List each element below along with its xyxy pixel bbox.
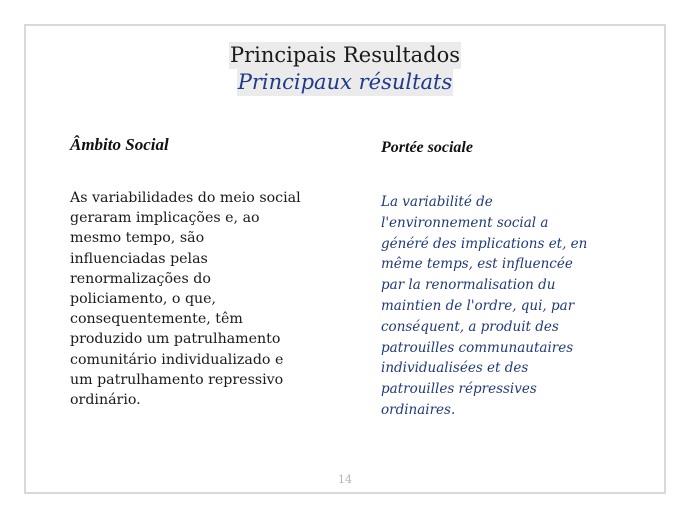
text-line: As variabilidades do meio social	[70, 190, 301, 206]
text-line: produzido um patrulhamento	[70, 331, 281, 348]
text-line: conséquent, a produit des	[381, 318, 559, 335]
text-line: La variabilité de	[381, 194, 493, 210]
text-line: policiamento, o que,	[70, 291, 217, 308]
left-column-heading: Âmbito Social	[70, 135, 169, 154]
text-line: patrouilles répressives	[381, 381, 537, 398]
text-line: individualisées et des	[381, 360, 529, 377]
text-line: ordinário.	[70, 392, 141, 409]
text-line: um patrulhamento repressivo	[70, 371, 284, 388]
text-line: consequentemente, têm	[70, 311, 243, 328]
slide-frame	[24, 24, 666, 494]
text-line: patrouilles communautaires	[381, 339, 574, 356]
text-line: geraram implicações e, ao	[70, 210, 260, 227]
text-line: renormalizações do	[70, 270, 211, 287]
right-column-text	[381, 192, 631, 421]
text-line: l'environnement social a	[381, 214, 549, 231]
text-line: par la renormalisation du	[381, 277, 556, 294]
page-number: 14	[338, 473, 352, 486]
text-line: influenciadas pelas	[70, 250, 208, 267]
text-line: comunitário individualizado e	[70, 351, 284, 368]
left-column-text	[70, 188, 330, 410]
text-line: mesmo tempo, são	[70, 230, 205, 247]
title-portuguese: Principais Resultados	[229, 43, 461, 67]
title-french: Principaux résultats	[237, 70, 453, 94]
text-line: ordinaires.	[381, 401, 456, 418]
text-line: même temps, est influencée	[381, 256, 573, 273]
slide-title	[26, 42, 664, 96]
right-column-heading: Portée sociale	[381, 139, 473, 156]
text-line: maintien de l'ordre, qui, par	[381, 297, 575, 314]
text-line: généré des implications et, en	[381, 235, 588, 252]
